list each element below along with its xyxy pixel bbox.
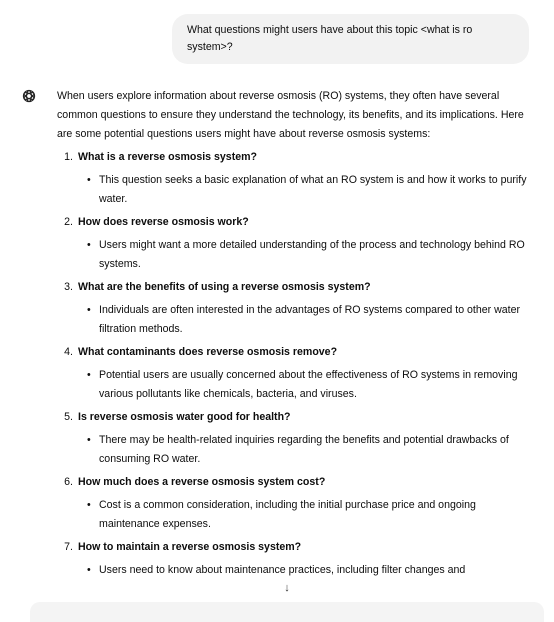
question-heading <box>57 473 537 492</box>
question-heading <box>57 408 537 427</box>
question-title: What is a reverse osmosis system? <box>78 151 258 163</box>
question-detail-text: Cost is a common consideration, including the initial purchase price and ongoing maintenance expenses. <box>99 499 476 530</box>
user-message-text: What questions might users have about this topic <what is ro system>? <box>187 24 473 53</box>
bullet-icon: • <box>87 304 91 316</box>
question-number: 1. <box>64 151 73 163</box>
bullet-icon: • <box>87 434 91 446</box>
question-item <box>57 473 537 534</box>
question-item <box>57 213 537 274</box>
question-detail-text: Users need to know about maintenance practices, including filter changes and <box>99 564 466 576</box>
bullet-icon: • <box>87 369 91 381</box>
question-title: Is reverse osmosis water good for health? <box>78 411 291 423</box>
question-item <box>57 148 537 209</box>
question-number: 3. <box>64 281 73 293</box>
question-detail <box>57 496 537 534</box>
question-detail <box>57 366 537 404</box>
question-detail-text: Individuals are often interested in the advantages of RO systems compared to other water filtration methods. <box>99 304 521 335</box>
question-detail-text: This question seeks a basic explanation of what an RO system is and how it works to purify water. <box>99 174 527 205</box>
question-title: What are the benefits of using a reverse osmosis system? <box>78 281 371 293</box>
question-detail <box>57 431 537 469</box>
bullet-icon: • <box>87 564 91 576</box>
question-title: How does reverse osmosis work? <box>78 216 249 228</box>
bullet-icon: • <box>87 239 91 251</box>
question-number: 7. <box>64 541 73 553</box>
question-detail <box>57 236 537 274</box>
question-detail-text: Potential users are usually concerned about the effectiveness of RO systems in removing various pollutants like chemicals, bacteria, and viruses. <box>99 369 518 400</box>
arrow-down-icon[interactable]: ↓ <box>284 582 290 594</box>
message-composer[interactable] <box>30 602 544 622</box>
question-list <box>57 148 537 580</box>
question-item <box>57 408 537 469</box>
question-heading <box>57 213 537 232</box>
question-detail <box>57 301 537 339</box>
assistant-response <box>57 87 537 584</box>
user-message-bubble <box>172 14 529 64</box>
question-title: What contaminants does reverse osmosis remove? <box>78 346 338 358</box>
question-item <box>57 278 537 339</box>
question-detail <box>57 561 537 580</box>
question-heading <box>57 148 537 167</box>
question-number: 4. <box>64 346 73 358</box>
question-heading <box>57 538 537 557</box>
question-heading <box>57 343 537 362</box>
question-number: 5. <box>64 411 73 423</box>
question-number: 6. <box>64 476 73 488</box>
question-item <box>57 343 537 404</box>
question-heading <box>57 278 537 297</box>
question-number: 2. <box>64 216 73 228</box>
question-detail <box>57 171 537 209</box>
question-item <box>57 538 537 580</box>
response-intro: When users explore information about reverse osmosis (RO) systems, they often have several common questions to ensure they understand the technology, its benefits, and its implications. Here are some potential questions users might have about reverse osmosis systems: <box>57 90 524 140</box>
openai-logo-icon <box>22 89 36 103</box>
question-title: How to maintain a reverse osmosis system? <box>78 541 302 553</box>
question-detail-text: There may be health-related inquiries regarding the benefits and potential drawbacks of consuming RO water. <box>99 434 509 465</box>
question-detail-text: Users might want a more detailed understanding of the process and technology behind RO systems. <box>99 239 525 270</box>
bullet-icon: • <box>87 499 91 511</box>
question-title: How much does a reverse osmosis system cost? <box>78 476 326 488</box>
bullet-icon: • <box>87 174 91 186</box>
